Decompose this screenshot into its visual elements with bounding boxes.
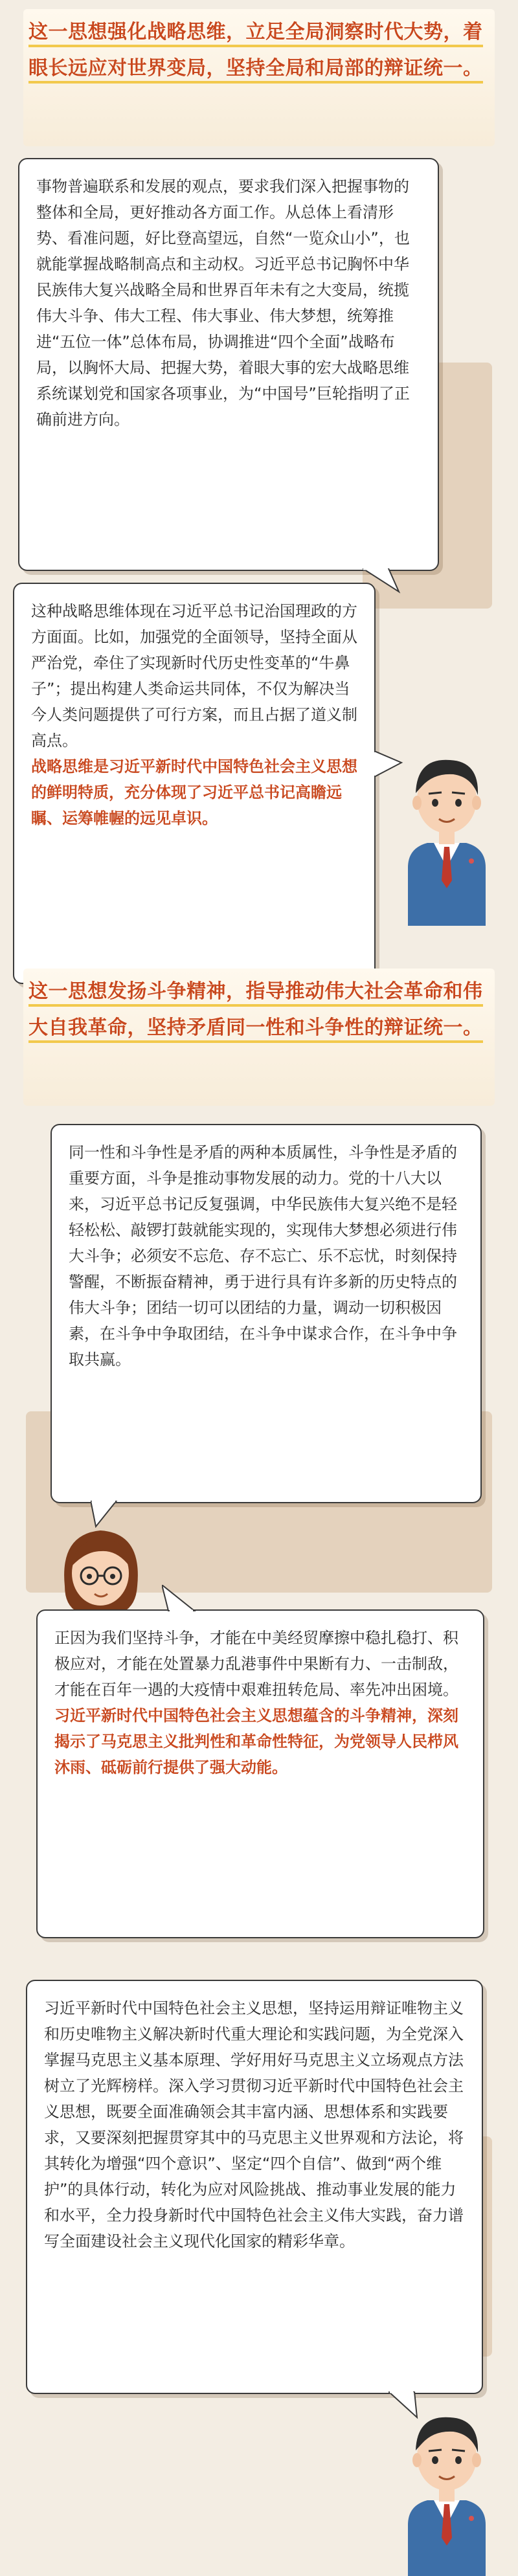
speech-bubble-4 [36,1609,484,1938]
speech-bubble-1 [18,158,439,571]
man-cartoon-icon-2 [388,2389,505,2576]
bubble-1-text: 事物普遍联系和发展的观点，要求我们深入把握事物的整体和全局，更好推动各方面工作。从总体上看清形势、看准问题，好比登高望远，自然“一览众山小”，也就能掌握战略制高点和主动权。习近平总书记胸怀中华民族伟大复兴战略全局和世界百年未有之大变局，统揽伟大斗争、伟大工程、伟大事业、伟大梦想，统筹推进“五位一体”总体布局，协调推进“四个全面”战略布局，以胸怀大局、把握大势，着眼大事的宏大战略思维系统谋划党和国家各项事业，为“中国号”巨轮指明了正确前进方向。 [36,177,410,429]
section-1-heading [28,14,490,87]
man-cartoon-icon [388,732,505,926]
bubble-2-text: 这种战略思维体现在习近平总书记治国理政的方方面面。比如，加强党的全面领导，坚持全面从严治党，牵住了实现新时代历史性变革的“牛鼻子”；提出构建人类命运共同体，不仅为解决当今人类问题提供了可行方案，而且占据了道义制高点。 [31,602,357,750]
section-2-heading [28,974,490,1046]
bubble-4-tail [162,1585,201,1612]
bubble-4-emphasis: 习近平新时代中国特色社会主义思想蕴含的斗争精神，深刻揭示了马克思主义批判性和革命性特征，为党领导人民栉风沐雨、砥砺前行提供了强大动能。 [54,1707,458,1776]
bubble-2-emphasis: 战略思维是习近平新时代中国特色社会主义思想的鲜明特质，充分体现了习近平总书记高瞻远瞩、运筹帷幄的远见卓识。 [31,757,357,827]
speech-bubble-2 [13,583,376,984]
bubble-4-text: 正因为我们坚持斗争，才能在中美经贸摩擦中稳扎稳打、积极应对，才能在处置暴力乱港事件中果断有力、一击制敌，才能在百年一遇的大疫情中艰难扭转危局、率先冲出困境。 [54,1629,458,1699]
section-2-heading-text: 这一思想发扬斗争精神，指导推动伟大社会革命和伟大自我革命，坚持矛盾同一性和斗争性的辩证统一。 [28,980,483,1043]
section-1-heading-text: 这一思想强化战略思维，立足全局洞察时代大势，着眼长远应对世界变局，坚持全局和局部的辩证统一。 [28,21,483,84]
speech-bubble-5 [26,1980,483,2394]
bubble-3-text: 同一性和斗争性是矛盾的两种本质属性，斗争性是矛盾的重要方面，斗争是推动事物发展的动力。党的十八大以来，习近平总书记反复强调，中华民族伟大复兴绝不是轻轻松松、敲锣打鼓就能实现的，实现伟大梦想必须进行伟大斗争；必须安不忘危、存不忘亡、乐不忘忧，时刻保持警醒，不断振奋精神，勇于进行具有许多新的历史特点的伟大斗争；团结一切可以团结的力量，调动一切积极因素，在斗争中争取团结，在斗争中谋求合作，在斗争中争取共赢。 [69,1143,457,1369]
speech-bubble-3 [51,1124,482,1503]
bubble-5-text: 习近平新时代中国特色社会主义思想，坚持运用辩证唯物主义和历史唯物主义解决新时代重大理论和实践问题，为全党深入掌握马克思主义基本原理、学好用好马克思主义立场观点方法树立了光辉榜样。深入学习贯彻习近平新时代中国特色社会主义思想，既要全面准确领会其丰富内涵、思想体系和实践要求，又要深刻把握贯穿其中的马克思主义世界观和方法论，将其转化为增强“四个意识”、坚定“四个自信”、做到“两个维护”的具体行动，转化为应对风险挑战、推动事业发展的能力和水平，全力投身新时代中国特色社会主义伟大实践，奋力谱写全面建设社会主义现代化国家的精彩华章。 [44,1999,464,2250]
